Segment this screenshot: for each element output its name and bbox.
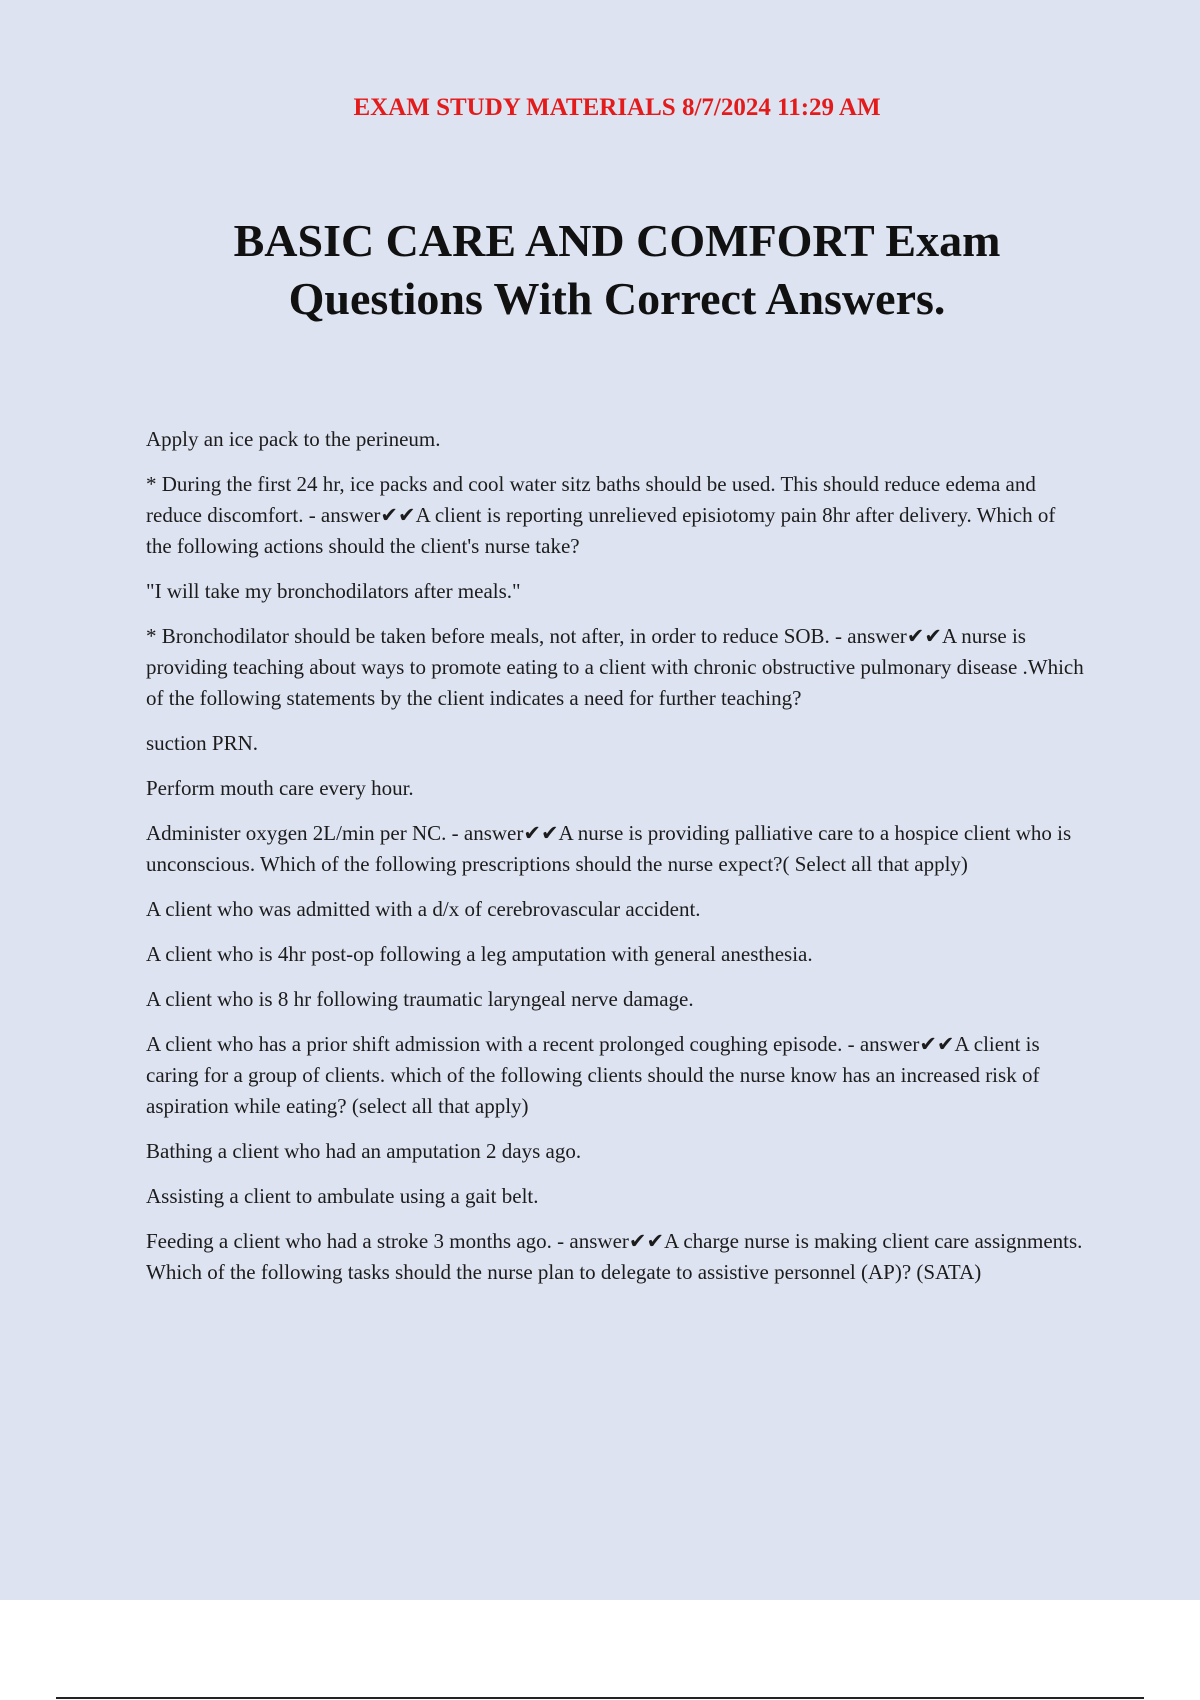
title-line-2: Questions With Correct Answers. [288,273,946,324]
paragraph: "I will take my bronchodilators after meals." [146,579,521,603]
paragraph: Perform mouth care every hour. [146,776,414,800]
document-body [146,424,1086,1302]
paragraph: Assisting a client to ambulate using a gait belt. [146,1184,539,1208]
paragraph: * Bronchodilator should be taken before meals, not after, in order to reduce SOB. - answer✔✔A nurse is providing teaching about ways to promote eating to a client with chronic obstructive pulmonary disease .Which of the following statements by the client indicates a need for further teaching? [146,624,1084,710]
paragraph: Bathing a client who had an amputation 2 days ago. [146,1139,582,1163]
document-title [0,212,1200,328]
paragraph: Administer oxygen 2L/min per NC. - answer✔✔A nurse is providing palliative care to a hospice client who is unconscious. Which of the following prescriptions should the nurse expect?( Select all that apply) [146,821,1072,876]
paragraph: A client who is 4hr post-op following a leg amputation with general anesthesia. [146,942,813,966]
paragraph: A client who has a prior shift admission with a recent prolonged coughing episode. - answer✔✔A client is caring for a group of clients. which of the following clients should the nurse know has an increased risk of aspiration while eating? (select all that apply) [146,1032,1040,1118]
paragraph: Feeding a client who had a stroke 3 months ago. - answer✔✔A charge nurse is making client care assignments. Which of the following tasks should the nurse plan to delegate to assistive personnel (AP)? (SATA) [146,1229,1083,1284]
title-line-1: BASIC CARE AND COMFORT Exam [233,215,1001,266]
exam-stamp: EXAM STUDY MATERIALS 8/7/2024 11:29 AM [353,94,881,121]
page-divider [56,1697,1144,1699]
paragraph: * During the first 24 hr, ice packs and cool water sitz baths should be used. This should reduce edema and reduce discomfort. - answer✔✔A client is reporting unrelieved episiotomy pain 8hr after delivery. Which of the following actions should the client's nurse take? [146,472,1056,558]
paragraph: suction PRN. [146,731,259,755]
paragraph: A client who is 8 hr following traumatic laryngeal nerve damage. [146,987,694,1011]
paragraph: Apply an ice pack to the perineum. [146,427,441,451]
paragraph: A client who was admitted with a d/x of cerebrovascular accident. [146,897,701,921]
